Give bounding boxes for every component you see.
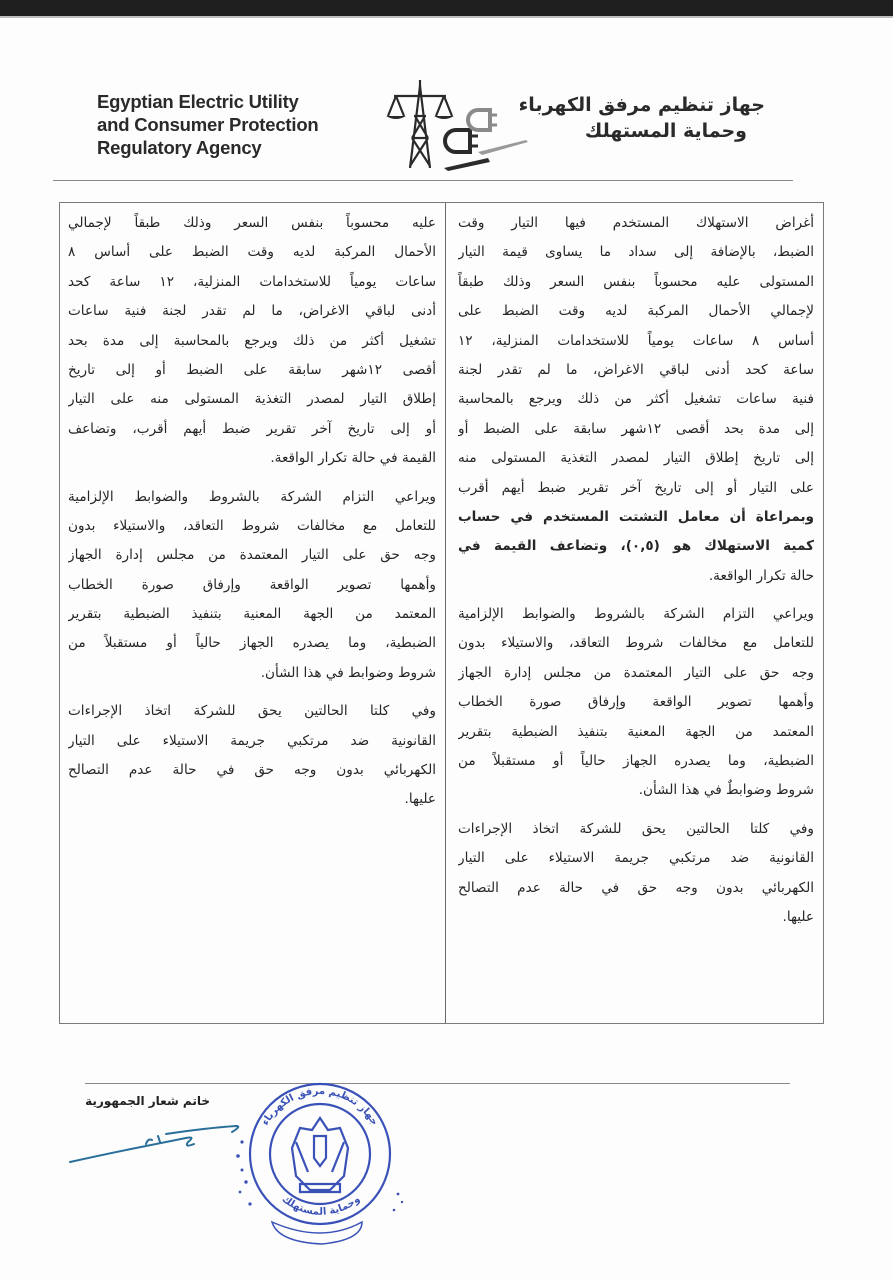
- stamp-text-bottom: وحماية المستهلك: [279, 1193, 363, 1218]
- text-line: القيمة في حالة تكرار الواقعة.: [270, 450, 436, 467]
- text-line: الضبط، بالإضافة إلى سداد ما يساوى قيمة التيار: [458, 244, 814, 261]
- text-line: ساعة كحد أدنى لباقي الاغراض، ما لم تقدر لجنة: [458, 361, 814, 378]
- scan-top-border-shadow: [0, 16, 893, 18]
- paragraph-gap: [458, 591, 814, 600]
- stamp-label: خاتم شعار الجمهورية: [85, 1094, 210, 1108]
- agency-name-arabic-line: جهاز تنظيم مرفق الكهرباء: [518, 94, 765, 116]
- left-column: [68, 209, 436, 815]
- text-line: الضبطية، وما يصدره الجهاز حالياً أو مستقبلاً من: [68, 635, 436, 652]
- text-line: إلى مدة بحد أقصى ١٢شهر سابقة على الضبط أو: [458, 420, 814, 437]
- regulation-text-table: [59, 202, 824, 1024]
- right-column: [458, 209, 814, 932]
- text-line: المعتمد من الجهة المعنية بتنفيذ الضبطية بتقرير: [68, 606, 436, 623]
- paragraph-gap: [68, 688, 436, 697]
- svg-text:وحماية المستهلك: [280, 1194, 362, 1218]
- text-line: الكهربائي بدون وجه حق في حالة عدم التصالح: [68, 762, 436, 779]
- paragraph-gap: [68, 474, 436, 483]
- text-line: أغراض الاستهلاك المستخدم فيها التيار وقت: [458, 215, 814, 231]
- text-line: فنية ساعات تشغيل أكثر من ذلك ويرجع بالمحاسبة: [458, 391, 814, 408]
- text-line: ويراعي التزام الشركة بالشروط والضوابط الإلزامية: [458, 606, 814, 623]
- text-line: الأحمال المركبة لديه وقت الضبط على أساس ٨: [68, 244, 436, 261]
- agency-name-english: [97, 90, 319, 159]
- text-line: القانونية ضد مرتكبي جريمة الاستيلاء على التيار: [458, 850, 814, 867]
- text-line: كمية الاستهلاك هو (٠,٥)، وتضاعف القيمة في: [458, 538, 814, 555]
- text-line: للتعامل مع مخالفات شروط التعاقد، والاستيلاء بدون: [458, 635, 814, 652]
- svg-text:جهاز تنظيم مرفق الكهرباء: [260, 1086, 380, 1128]
- agency-name-english-line: Regulatory Agency: [97, 137, 262, 158]
- paragraph: [68, 483, 436, 689]
- text-line: لإجمالي الأحمال المركبة لديه وقت الضبط على: [458, 303, 814, 320]
- footer-divider: [85, 1083, 790, 1084]
- text-line: عليها.: [404, 791, 436, 808]
- text-line: وأهمها تصوير الواقعة وإرفاق صورة الخطاب: [68, 576, 436, 593]
- text-line: عليها.: [782, 908, 814, 925]
- text-line: حالة تكرار الواقعة.: [708, 567, 814, 584]
- header-divider: [53, 180, 793, 181]
- text-line: على التيار أو إلى تاريخ آخر تقرير ضبط أيهم أقرب: [458, 479, 814, 496]
- text-line: وجه حق على التيار المعتمدة من مجلس إدارة الجهاز: [68, 547, 436, 564]
- paragraph: [458, 600, 814, 806]
- text-line: ساعات يومياً للاستخدامات المنزلية، ١٢ ساعة كحد: [68, 273, 436, 290]
- text-line: أساس ٨ ساعات يومياً للاستخدامات المنزلية، ١٢: [458, 332, 814, 349]
- text-line: الضبطية، وما يصدره الجهاز حالياً أو مستقبلاً من: [458, 753, 814, 770]
- paragraph: [68, 697, 436, 815]
- agency-name-arabic: [519, 92, 765, 144]
- official-seal-stamp: [212, 1072, 412, 1252]
- text-line: ويراعي التزام الشركة بالشروط والضوابط الإلزامية: [68, 488, 436, 505]
- paragraph: [458, 815, 814, 933]
- text-line: شروط وضوابطٌ في هذا الشأن.: [638, 782, 814, 799]
- agency-name-arabic-line: وحماية المستهلك: [584, 120, 747, 142]
- text-line: إطلاق التيار لمصدر التغذية المستولى منه على التيار: [68, 391, 436, 408]
- paragraph: [68, 209, 436, 474]
- agency-name-english-line: and Consumer Protection: [97, 114, 319, 135]
- tower-scales-plug-logo-icon: [378, 76, 538, 172]
- text-line: الكهربائي بدون وجه حق في حالة عدم التصالح: [458, 879, 814, 896]
- stamp-text-top: جهاز تنظيم مرفق الكهرباء: [259, 1085, 380, 1128]
- text-line: شروط وضوابط في هذا الشأن.: [260, 664, 436, 681]
- agency-name-english-line: Egyptian Electric Utility: [97, 91, 299, 112]
- text-line: القانونية ضد مرتكبي جريمة الاستيلاء على التيار: [68, 732, 436, 749]
- text-line: وبمراعاة أن معامل التشتت المستخدم في حساب: [458, 508, 814, 525]
- text-line: أقصى ١٢شهر سابقة على الضبط أو إلى تاريخ: [68, 361, 436, 378]
- text-line: للتعامل مع مخالفات شروط التعاقد، والاستيلاء بدون: [68, 517, 436, 534]
- column-divider: [445, 203, 446, 1023]
- text-line: وفي كلتا الحالتين يحق للشركة اتخاذ الإجراءات: [458, 820, 814, 837]
- text-line: المستولى عليه محسوباً بنفس السعر وذلك طبقاً: [458, 273, 814, 290]
- text-line: المعتمد من الجهة المعنية بتنفيذ الضبطية بتقرير: [458, 723, 814, 740]
- text-line: وفي كلتا الحالتين يحق للشركة اتخاذ الإجراءات: [68, 703, 436, 720]
- text-line: أدنى لباقي الاغراض، ما لم تقدر لجنة فنية ساعات: [68, 303, 436, 320]
- text-line: تشغيل أكثر من ذلك ويرجع بالمحاسبة إلى مدة بحد: [68, 332, 436, 349]
- text-line: إلى تاريخ إطلاق التيار لمصدر التغذية المستولى منه: [458, 450, 814, 467]
- paragraph: [458, 209, 814, 591]
- text-line: وأهمها تصوير الواقعة وإرفاق صورة الخطاب: [458, 694, 814, 711]
- text-line: أو إلى تاريخ آخر تقرير ضبط أيهم أقرب، وتضاعف: [68, 420, 436, 437]
- scan-top-border: [0, 0, 893, 16]
- text-line: عليه محسوباً بنفس السعر وذلك طبقاً لإجمالي: [68, 215, 436, 231]
- text-line: وجه حق على التيار المعتمدة من مجلس إدارة الجهاز: [458, 664, 814, 681]
- paragraph-gap: [458, 806, 814, 815]
